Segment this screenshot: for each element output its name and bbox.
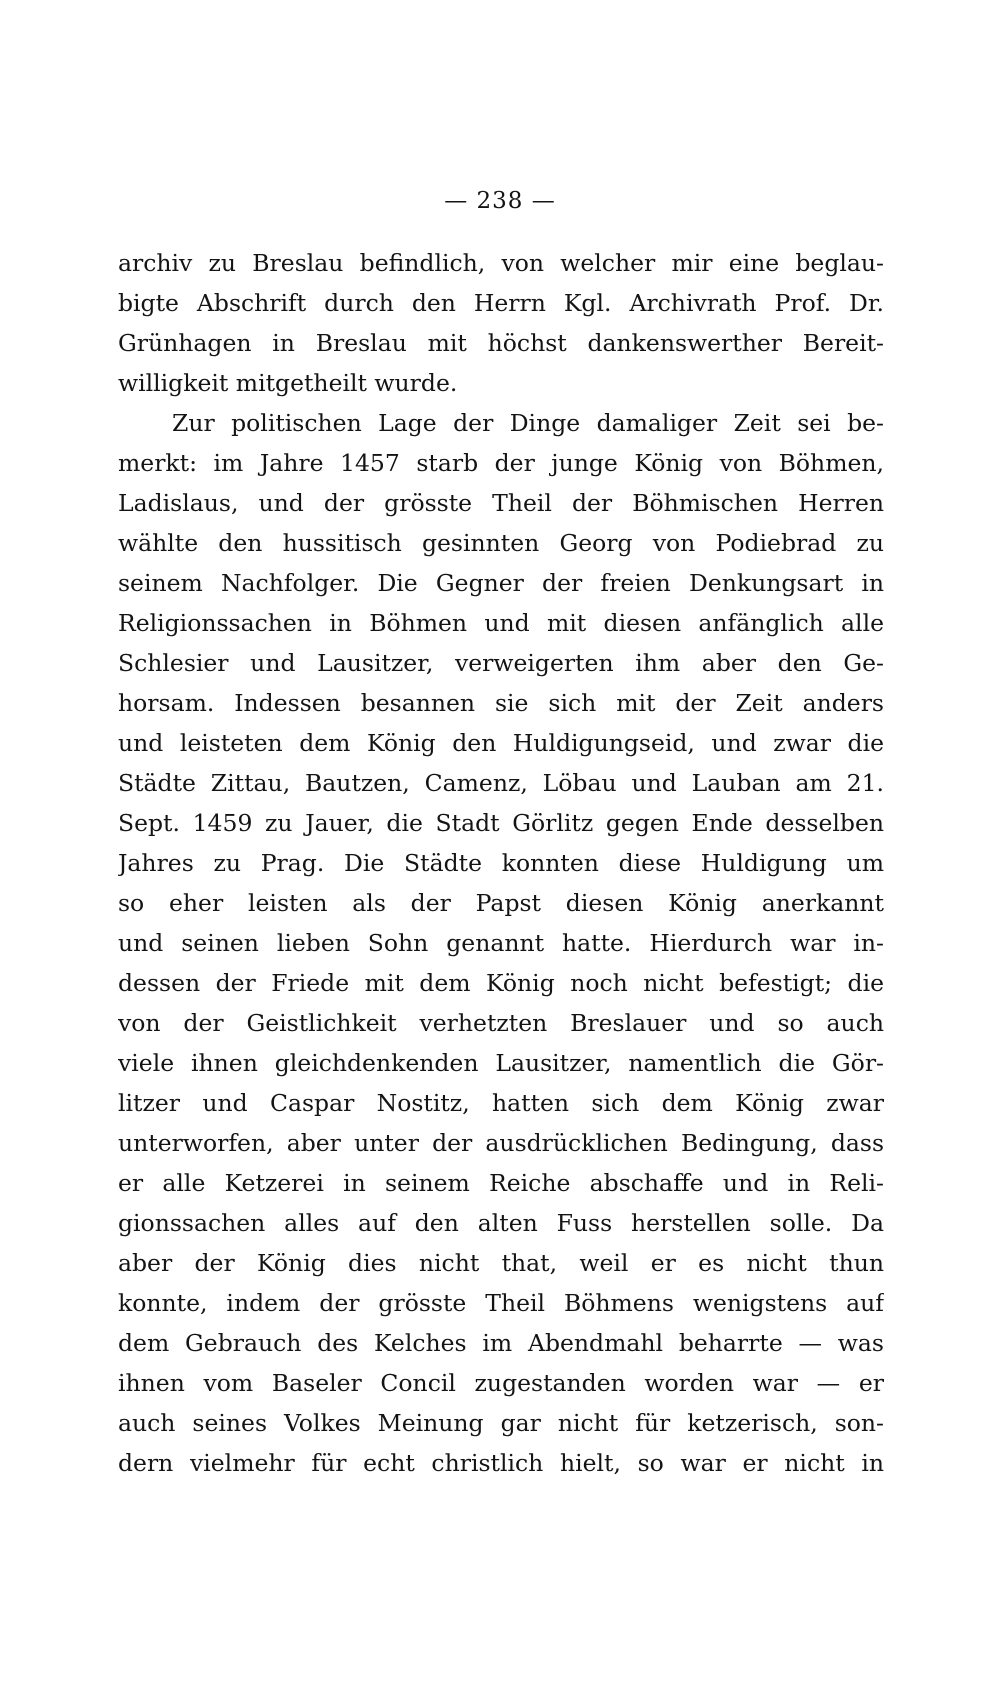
text-line: litzer und Caspar Nostitz, hatten sich dem König zwar [118,1089,884,1117]
text-line: gionssachen alles auf den alten Fuss herstellen solle. Da [118,1209,884,1237]
text-line: so eher leisten als der Papst diesen König anerkannt [118,889,884,917]
text-line: und seinen lieben Sohn genannt hatte. Hierdurch war in- [118,929,884,957]
text-line: horsam. Indessen besannen sie sich mit der Zeit anders [118,689,884,717]
text-line: seinem Nachfolger. Die Gegner der freien Denkungsart in [118,569,884,597]
body-text [118,243,884,1483]
text-line: auch seines Volkes Meinung gar nicht für ketzerisch, son- [118,1409,884,1437]
text-line: Jahres zu Prag. Die Städte konnten diese Huldigung um [118,849,884,877]
text-line: Sept. 1459 zu Jauer, die Stadt Görlitz gegen Ende desselben [118,809,884,837]
text-line: er alle Ketzerei in seinem Reiche abschaffe und in Reli- [118,1169,884,1197]
text-line: Ladislaus, und der grösste Theil der Böhmischen Herren [118,489,884,517]
paragraph-1 [118,243,884,403]
text-line: konnte, indem der grösste Theil Böhmens wenigstens auf [118,1289,884,1317]
text-line: von der Geistlichkeit verhetzten Breslauer und so auch [118,1009,884,1037]
text-line: dern vielmehr für echt christlich hielt, so war er nicht in [118,1449,884,1477]
text-line: aber der König dies nicht that, weil er es nicht thun [118,1249,884,1277]
text-line: archiv zu Breslau befindlich, von welcher mir eine beglau- [118,249,884,277]
text-line: und leisteten dem König den Huldigungseid, und zwar die [118,729,884,757]
text-line: Städte Zittau, Bautzen, Camenz, Löbau und Lauban am 21. [118,769,884,797]
text-line: willigkeit mitgetheilt wurde. [118,369,458,397]
paragraph-2 [118,403,884,1483]
text-line: Religionssachen in Böhmen und mit diesen anfänglich alle [118,609,884,637]
text-line: dem Gebrauch des Kelches im Abendmahl beharrte — was [118,1329,884,1357]
text-line: unterworfen, aber unter der ausdrücklichen Bedingung, dass [118,1129,884,1157]
text-line: wählte den hussitisch gesinnten Georg von Podiebrad zu [118,529,884,557]
text-line: viele ihnen gleichdenkenden Lausitzer, namentlich die Gör- [118,1049,884,1077]
text-line: Schlesier und Lausitzer, verweigerten ihm aber den Ge- [118,649,884,677]
text-line: Zur politischen Lage der Dinge damaliger Zeit sei be- [172,409,884,437]
text-line: Grünhagen in Breslau mit höchst dankenswerther Bereit- [118,329,884,357]
page-number: — 238 — [444,188,556,214]
text-line: dessen der Friede mit dem König noch nicht befestigt; die [118,969,884,997]
text-line: ihnen vom Baseler Concil zugestanden worden war — er [118,1369,884,1397]
text-line: merkt: im Jahre 1457 starb der junge König von Böhmen, [118,449,884,477]
text-line: bigte Abschrift durch den Herrn Kgl. Archivrath Prof. Dr. [118,289,884,317]
